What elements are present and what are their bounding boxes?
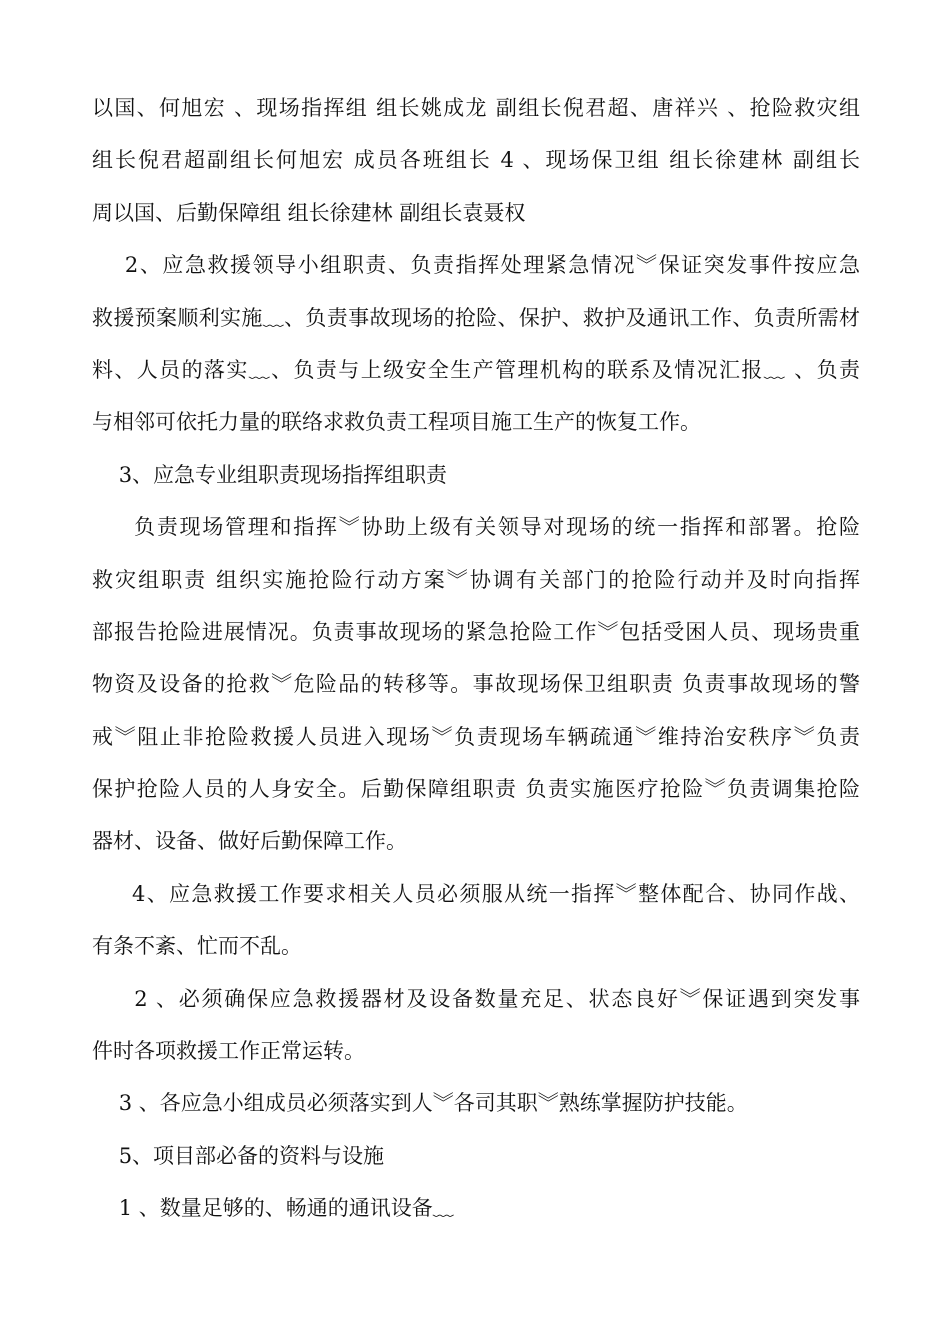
text-line: 保护抢险人员的人身安全。后勤保障组职责 负责实施医疗抢险︾负责调集抢险 bbox=[92, 777, 860, 802]
text-line: 3、应急专业组职责现场指挥组职责 bbox=[92, 462, 448, 487]
text-line: 周以国、后勤保障组 组长徐建林 副组长袁聂权 bbox=[92, 200, 526, 225]
text-line: 戒︾阻止非抢险救援人员进入现场︾负责现场车辆疏通︾维持治安秩序︾负责 bbox=[92, 724, 860, 749]
text-line: 物资及设备的抢救︾危险品的转移等。事故现场保卫组职责 负责事故现场的警 bbox=[92, 672, 860, 697]
text-line: 2、应急救援领导小组职责、负责指挥处理紧急情况︾保证突发事件按应急 bbox=[92, 253, 860, 278]
text-line: 以国、何旭宏 、现场指挥组 组长姚成龙 副组长倪君超、唐祥兴 、抢险救灾组 bbox=[92, 96, 860, 120]
document-body bbox=[92, 82, 860, 1235]
text-line: 2 、必须确保应急救援器材及设备数量充足、状态良好︾保证遇到突发事 bbox=[92, 986, 860, 1011]
text-line: 与相邻可依托力量的联络求救负责工程项目施工生产的恢复工作。 bbox=[92, 410, 701, 435]
text-line: 部报告抢险进展情况。负责事故现场的紧急抢险工作︾包括受困人员、现场贵重 bbox=[92, 619, 860, 644]
text-line: 1 、数量足够的、畅通的通讯设备﹏ bbox=[92, 1196, 454, 1221]
text-line: 3 、各应急小组成员必须落实到人︾各司其职︾熟练掌握防护技能。 bbox=[92, 1091, 748, 1116]
text-line: 5、项目部必备的资料与设施 bbox=[92, 1143, 385, 1168]
text-line: 有条不紊、忙而不乱。 bbox=[92, 934, 302, 959]
text-line: 救援预案顺利实施﹏、负责事故现场的抢险、保护、救护及通讯工作、负责所需材 bbox=[92, 305, 860, 330]
text-line: 负责现场管理和指挥︾协助上级有关领导对现场的统一指挥和部署。抢险 bbox=[92, 515, 860, 540]
text-line: 料、人员的落实﹏、负责与上级安全生产管理机构的联系及情况汇报﹏ 、负责 bbox=[92, 357, 860, 382]
text-line: 件时各项救援工作正常运转。 bbox=[92, 1039, 365, 1064]
text-line: 救灾组职责 组织实施抢险行动方案︾协调有关部门的抢险行动并及时向指挥 bbox=[92, 567, 860, 592]
text-line: 器材、设备、做好后勤保障工作。 bbox=[92, 829, 407, 854]
text-line: 4、应急救援工作要求相关人员必须服从统一指挥︾整体配合、协同作战、 bbox=[92, 881, 860, 906]
text-line: 组长倪君超副组长何旭宏 成员各班组长 4 、现场保卫组 组长徐建林 副组长 bbox=[92, 148, 860, 173]
